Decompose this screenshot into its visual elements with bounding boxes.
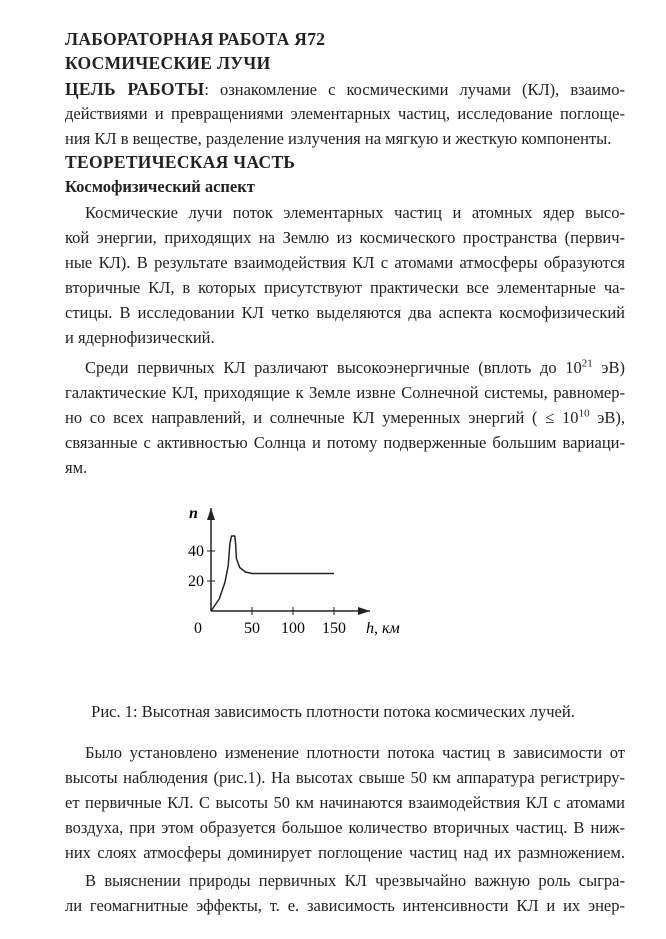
y-tick-label: 20	[188, 573, 204, 590]
paragraph-line: но со всех направлений, и солнечные КЛ умеренных энергий ( ≤ $10^{10}$ эВ),	[65, 407, 625, 427]
paragraph-line: вторичные КЛ, в которых присутствуют практически все элементарные ча-	[65, 278, 625, 297]
lab-title: ЛАБОРАТОРНАЯ РАБОТА Я72	[65, 29, 326, 49]
x-tick-label: 150	[322, 620, 346, 637]
x-tick-label: 100	[281, 620, 305, 637]
paragraph-line: высоты наблюдения (рис.1). На высотах свыше 50 км аппаратура регистриру-	[65, 768, 625, 787]
paragraph-line: ет первичные КЛ. С высоты 50 км начинаются взаимодействия КЛ с атомами	[65, 793, 625, 812]
y-tick-label: 40	[188, 543, 204, 560]
x-tick-label: 50	[244, 620, 260, 637]
goal-text: : ознакомление с космическими лучами (КЛ), взаимо-	[204, 80, 625, 99]
paragraph-line: стицы. В исследовании КЛ четко выделяются два аспекта космофизический	[65, 303, 625, 322]
paragraph-line: ям.	[65, 458, 88, 477]
paragraph-line: связанные с активностью Солнца и потому подверженные большим вариаци-	[65, 433, 625, 452]
paragraph-line: них слоях атмосферы доминирует поглощение частиц над их размножением.	[65, 843, 625, 862]
paragraph-line: ные КЛ). В результате взаимодействия КЛ с атомами атмосферы образуются	[65, 253, 625, 272]
paragraph-line: В выяснении природы первичных КЛ чрезвычайно важную роль сыгра-	[85, 871, 625, 890]
y-axis-arrow	[207, 508, 215, 520]
goal-line: ния КЛ в веществе, разделение излучения на мягкую и жесткую компоненты.	[65, 129, 612, 148]
topic-title: КОСМИЧЕСКИЕ ЛУЧИ	[65, 53, 271, 73]
x-axis-label: h, км	[366, 620, 400, 637]
subsection-title: Космофизический аспект	[65, 177, 255, 196]
paragraph-line: Среди первичных КЛ различают высокоэнергичные (вплоть до $10^{21}$ эВ)	[85, 357, 625, 377]
paragraph-line: и ядернофизический.	[65, 328, 215, 347]
section-title: ТЕОРЕТИЧЕСКАЯ ЧАСТЬ	[65, 152, 296, 172]
paragraph-line: галактические КЛ, приходящие к Земле извне Солнечной системы, равномер-	[65, 383, 625, 402]
paragraph-line: Космические лучи поток элементарных частиц и атомных ядер высо-	[85, 203, 625, 222]
paragraph-line: Было установлено изменение плотности потока частиц в зависимости от	[85, 743, 625, 762]
y-axis-label: n	[189, 505, 198, 522]
x-tick-label: 0	[194, 620, 202, 637]
flux-curve	[211, 536, 334, 611]
paragraph-line: кой энергии, приходящих на Землю из космического пространства (первич-	[65, 228, 625, 247]
goal-line: действиями и превращениями элементарных частиц, исследование поглоще-	[65, 104, 625, 123]
goal-line	[65, 79, 625, 100]
paragraph-line: ли геомагнитные эффекты, т. е. зависимость интенсивности КЛ и их энер-	[65, 896, 625, 915]
x-axis-arrow	[358, 607, 370, 615]
figure-caption: Рис. 1: Высотная зависимость плотности потока космических лучей.	[91, 702, 575, 721]
paragraph-line: воздуха, при этом образуется большое количество вторичных частиц. В ниж-	[65, 818, 625, 837]
altitude-flux-chart	[170, 500, 410, 650]
goal-label: ЦЕЛЬ РАБОТЫ	[65, 79, 205, 99]
